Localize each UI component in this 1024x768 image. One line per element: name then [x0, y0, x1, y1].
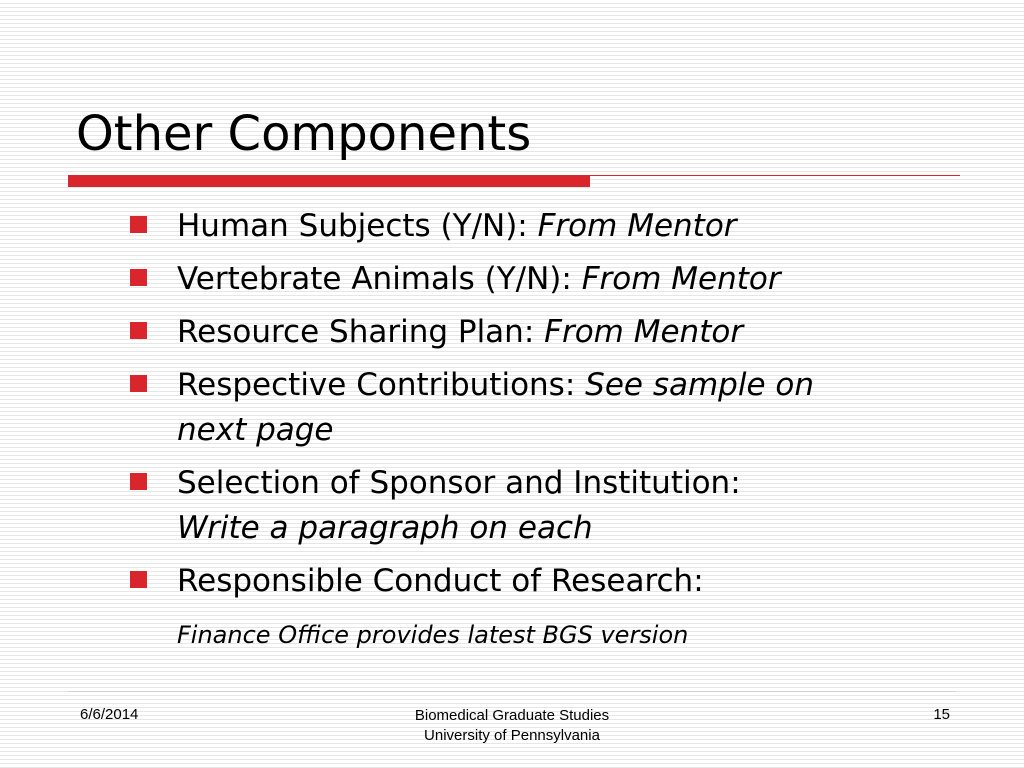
bullet-text: Human Subjects (Y/N): — [177, 208, 538, 244]
sub-note: Finance Office provides latest BGS version — [177, 621, 689, 649]
bullet-text: Responsible Conduct of Research: — [177, 563, 704, 599]
footer-org-line2: University of Pennsylvania — [424, 727, 600, 744]
slide-title: Other Components — [76, 106, 532, 162]
bullet-text: Selection of Sponsor and Institution: — [177, 465, 741, 501]
footer-org-line1: Biomedical Graduate Studies — [414, 707, 610, 724]
bullet-emphasis: From Mentor — [544, 314, 744, 350]
bullet-text: Respective Contributions: — [177, 367, 586, 403]
page-number: 15 — [933, 706, 950, 723]
footer-date: 6/6/2014 — [80, 706, 139, 723]
footer-divider — [68, 691, 956, 692]
footer-organization — [362, 706, 662, 746]
bullet-continuation: next page — [177, 412, 334, 448]
bullet-continuation: Write a paragraph on each — [177, 510, 593, 546]
square-bullet-icon — [130, 269, 147, 286]
square-bullet-icon — [130, 473, 147, 490]
square-bullet-icon — [130, 322, 147, 339]
bullet-text: Vertebrate Animals (Y/N): — [177, 261, 582, 297]
bullet-emphasis: See sample on — [585, 367, 814, 403]
square-bullet-icon — [130, 571, 147, 588]
bullet-emphasis: From Mentor — [537, 208, 737, 244]
bullet-emphasis: From Mentor — [581, 261, 781, 297]
bullet-text: Resource Sharing Plan: — [177, 314, 545, 350]
square-bullet-icon — [130, 375, 147, 392]
square-bullet-icon — [130, 216, 147, 233]
